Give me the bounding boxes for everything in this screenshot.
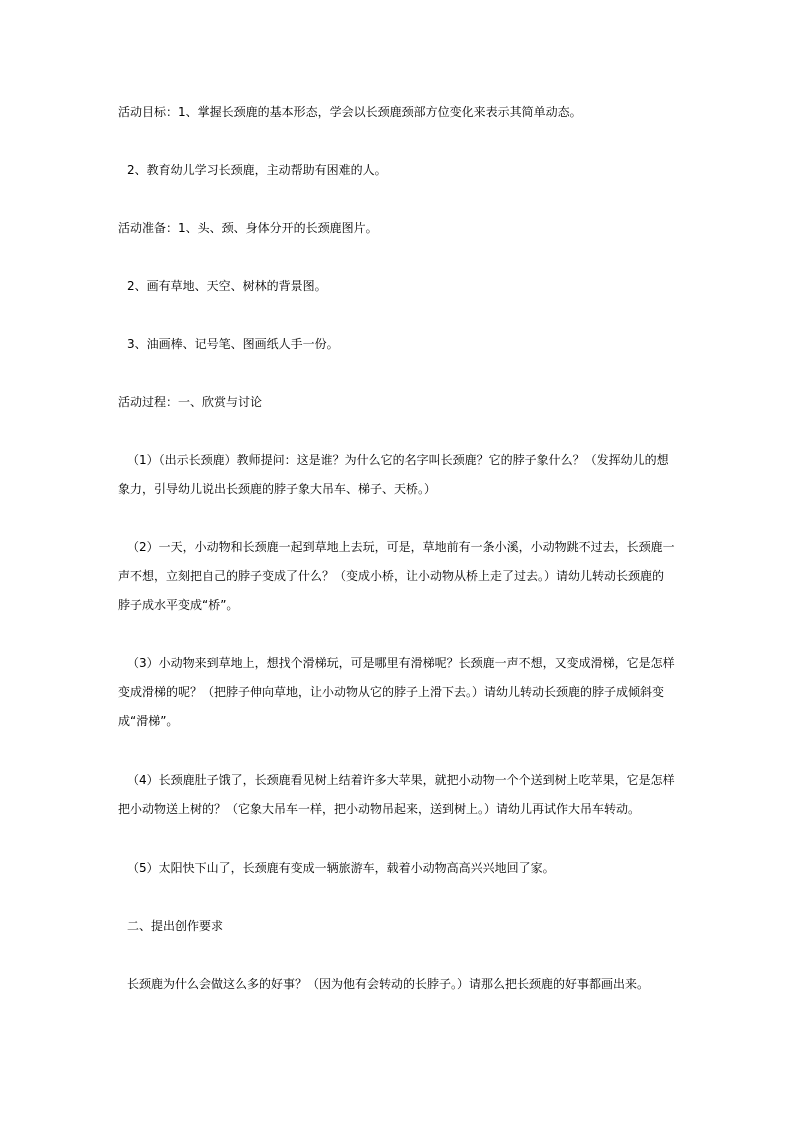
step-4-line-2: 把小动物送上树的？（它象大吊车一样，把小动物吊起来，送到树上。）请幼儿再试作大吊车转动。 — [118, 802, 641, 816]
step-2-line-3: 脖子成水平变成“桥”。 — [118, 598, 239, 612]
step-2-line-2: 声不想，立刻把自己的脖子变成了什么？（变成小桥，让小动物从桥上走了过去。）请幼儿转动长颈鹿的 — [118, 569, 665, 583]
section-2-heading: 二、提出创作要求 — [127, 919, 224, 933]
step-4-line-1: （4）长颈鹿肚子饿了，长颈鹿看见树上结着许多大苹果，就把小动物一个个送到树上吃苹果，它是怎样 — [127, 773, 675, 787]
goal-line-1: 活动目标：1、掌握长颈鹿的基本形态，学会以长颈鹿颈部方位变化来表示其简单动态。 — [118, 105, 582, 119]
step-1-line-2: 象力，引导幼儿说出长颈鹿的脖子象大吊车、梯子、天桥。） — [118, 482, 437, 496]
process-heading: 活动过程：一、欣赏与讨论 — [118, 395, 263, 409]
preparation-line-3: 3、油画棒、记号笔、图画纸人手一份。 — [127, 337, 339, 351]
step-3-line-1: （3）小动物来到草地上，想找个滑梯玩，可是哪里有滑梯呢？长颈鹿一声不想，又变成滑梯，它是怎样 — [127, 656, 675, 670]
step-2-line-1: （2）一天，小动物和长颈鹿一起到草地上去玩，可是，草地前有一条小溪，小动物跳不过去，长颈鹿一 — [127, 540, 675, 554]
creation-requirement-line: 长颈鹿为什么会做这么多的好事？（因为他有会转动的长脖子。）请那么把长颈鹿的好事都画出来。 — [127, 977, 650, 991]
step-1-line-1: （1）（出示长颈鹿）教师提问：这是谁？为什么它的名字叫长颈鹿？它的脖子象什么？（发挥幼儿的想 — [127, 453, 669, 467]
step-3-line-3: 成“滑梯”。 — [118, 714, 179, 728]
preparation-line-2: 2、画有草地、天空、树林的背景图。 — [127, 279, 327, 293]
goal-line-2: 2、教育幼儿学习长颈鹿，主动帮助有困难的人。 — [127, 163, 387, 177]
step-5-line-1: （5）太阳快下山了，长颈鹿有变成一辆旅游车，载着小动物高高兴兴地回了家。 — [127, 861, 555, 875]
step-3-line-2: 变成滑梯的呢？（把脖子伸向草地，让小动物从它的脖子上滑下去。）请幼儿转动长颈鹿的脖子成倾斜变 — [118, 685, 665, 699]
preparation-line-1: 活动准备：1、头、颈、身体分开的长颈鹿图片。 — [118, 221, 378, 235]
